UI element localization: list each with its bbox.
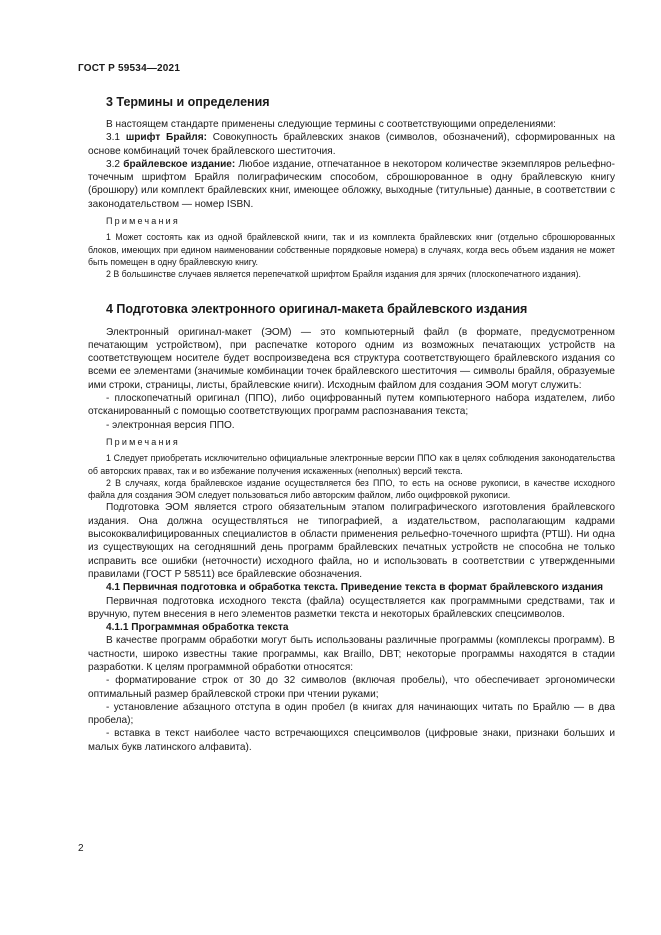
document-header: ГОСТ Р 59534—2021 xyxy=(78,63,181,74)
section-4-1-1-list-item-1: - форматирование строк от 30 до 32 символов (включая пробелы), что обеспечивает эргономически оптимальный размер брайлевской строки при чтении руками; xyxy=(88,675,615,700)
section-4-1-heading: 4.1 Первичная подготовка и обработка текста. Приведение текста в формат брайлевского издания xyxy=(106,582,604,594)
term-3-2-definition: Любое издание, отпечатанное в некотором количестве экземпляров рельефно-точечным шрифтом Брайля полиграфическим способом, сброшюрованное в одну брайлевскую книгу (брошюру) или комплект брайлевских книг, имеющее обложку, выходные (титульные) данные, в соответствии с законодательством — номер ISBN. xyxy=(88,158,616,210)
term-3-1 xyxy=(88,131,615,158)
section-4-1-para-1: Первичная подготовка исходного текста (файла) осуществляется как программными средствами, так и вручную, путем внесения в него элементов разметки текста и некоторых брайлевских спецсимволов. xyxy=(88,595,615,620)
section-3-intro: В настоящем стандарте применены следующие термины с соответствующими определениями: xyxy=(106,119,556,130)
section-4-list-item-2: - электронная версия ППО. xyxy=(106,419,235,431)
section-4-list-item-1: - плоскопечатный оригинал (ППО), либо оцифрованный путем компьютерного набора издателем, либо отсканированный с помощью соответствующих программ распознавания текста; xyxy=(88,393,615,418)
section-3-note-1: 1 Может состоять как из одной брайлевской книги, так и из комплекта брайлевских книг (отдельно сброшюрованных блоков, имеющих при едином наименовании собственные порядковые номера) в случаях, когда весь объем издания не может быть помещен в одну брайлевскую книгу. xyxy=(88,232,615,267)
section-4-1-1-heading: 4.1.1 Программная обработка текста xyxy=(106,622,289,634)
section-4-para-1: Электронный оригинал-макет (ЭОМ) — это компьютерный файл (в формате, предусмотренном печатающим устройством), при распечатке которого одним из возможных печатающих устройств на соответствующем носителе будет воспроизведена вся структура соответствующего брайлевского издания со всеми ее элементами (значимые комбинации точек брайлевского шеститочия — символы брайля, образуемые ими строки, страницы, листы, брайлевские книги). Исходным файлом для создания ЭОМ могут служить: xyxy=(88,326,615,391)
page-number: 2 xyxy=(78,843,84,854)
section-4-heading: 4 Подготовка электронного оригинал-макета брайлевского издания xyxy=(106,301,528,316)
section-4-1-1-list-item-2: - установление абзацного отступа в один пробел (в книгах для начинающих читать по Брайлю — в два пробела); xyxy=(88,701,615,727)
section-4-1-1-para-1: В качестве программ обработки могут быть использованы различные программы (комплексы программ). В частности, широко известны такие программы, как Braillo, DBT; некоторые программы находятся в стадии разработки. К целям программной обработки относятся: xyxy=(88,635,615,673)
section-4-note-2: 2 В случаях, когда брайлевское издание осуществляется без ППО, то есть на основе рукописи, в качестве исходного файла для создания ЭОМ следует пользоваться либо авторским файлом, либо оцифровкой рукописи. xyxy=(88,477,615,501)
section-3-notes-title: Примечания xyxy=(106,216,180,227)
term-3-1-number: 3.1 xyxy=(106,132,121,144)
term-3-2-number: 3.2 xyxy=(106,158,121,170)
section-3-heading: 3 Термины и определения xyxy=(106,95,270,109)
term-3-1-definition: Совокупность брайлевских знаков (символов, обозначений), сформированных на основе комбинаций точек брайлевского шеститочия. xyxy=(88,132,615,157)
page-content xyxy=(88,90,615,754)
section-4-para-2: Подготовка ЭОМ является строго обязательным этапом полиграфического изготовления брайлевского издания. Она должна осуществляться не типографией, а издательством, располагающим кадрами высококвалифицированных специалистов в области применения рельефно-точечного шрифта (РТШ). Ни одна из существующих на сегодняшний день программ брайлевских печатных устройств не способна не только исправить все ошибки (неточности) исходного файла, но и использовать в соответствии с утвержденными правилами (ГОСТ Р 58511) все брайлевские обозначения. xyxy=(88,502,615,580)
section-4-1-1-list-item-3: - вставка в текст наиболее часто встречающихся спецсимволов (цифровые знаки, признаки больших и малых букв латинского алфавита). xyxy=(88,728,615,753)
section-4-note-1: 1 Следует приобретать исключительно официальные электронные версии ППО как в целях соблюдения законодательства об авторских правах, так и во избежание получения искаженных (неполных) версий текста. xyxy=(88,453,615,476)
section-3-note-2: 2 В большинстве случаев является перепечаткой шрифтом Брайля издания для зрячих (плоскопечатного издания). xyxy=(106,269,581,280)
term-3-2 xyxy=(88,158,615,211)
section-4-notes-title: Примечания xyxy=(106,436,180,447)
term-3-2-term: брайлевское издание: xyxy=(123,158,236,170)
term-3-1-term: шрифт Брайля: xyxy=(125,132,207,144)
